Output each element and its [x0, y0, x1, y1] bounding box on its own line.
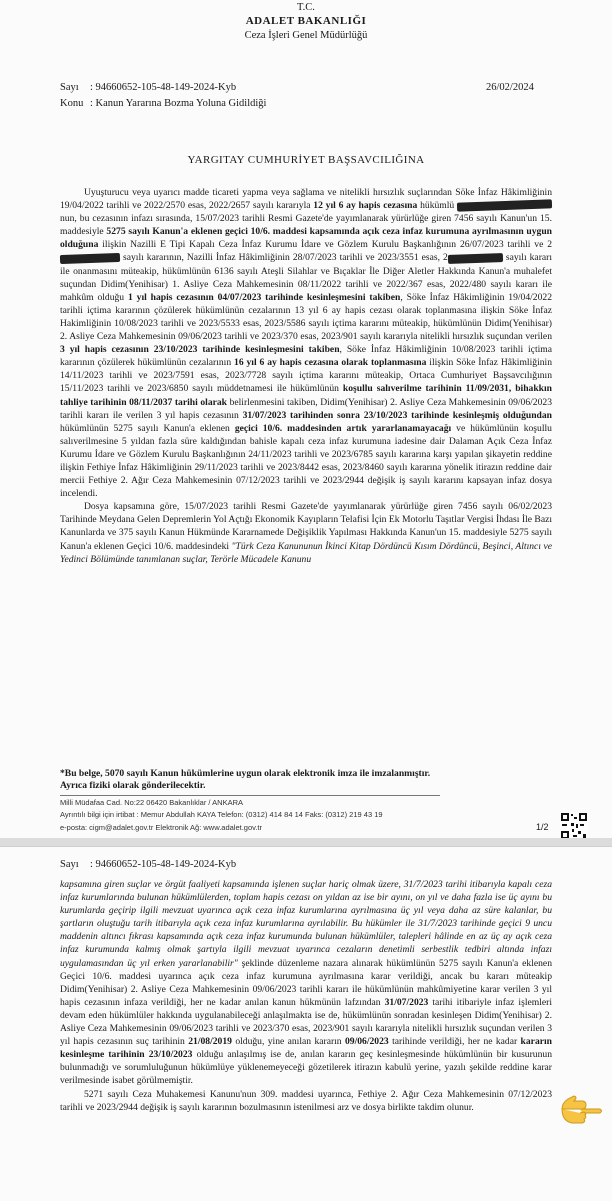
text-run: tarihinde verildiği, her ne kadar — [388, 1036, 521, 1048]
paragraph — [60, 186, 552, 500]
redaction-mark — [60, 253, 120, 264]
emphasized-text: 1 yıl hapis cezasının 04/07/2023 tarihinde kesinleşmesini takiben — [127, 291, 401, 303]
sayi-label: Sayı — [60, 82, 79, 93]
text-run: hükümlünün 5275 sayılı Kanun'a eklenen — [60, 422, 235, 434]
text-run: hükümlü — [417, 200, 457, 212]
emphasized-text: 31/07/2023 — [384, 996, 429, 1008]
body-page-1 — [60, 186, 552, 566]
emphasized-text: 12 yıl 6 ay hapis cezasına — [313, 200, 418, 212]
paragraph — [60, 500, 552, 565]
text-run: , Söke İnfaz Hâkimliğinin 10/08/2023 tarihli içtima kararının çözülerek hükümlünün cezalarının — [60, 344, 552, 369]
qr-code-icon — [560, 812, 588, 840]
redaction-mark — [448, 253, 503, 264]
body-page-2 — [60, 878, 552, 1114]
text-run: şeklinde düzenleme nazara alınarak hükümlünün 5275 sayılı Kanun'a eklenen Geçici 10/6. maddesi uyarınca açık ceza infaz kurumuna ayrılmasına karar verildiği, ancak bu kararı müteakip Didim(Yenihisar) 2. Asliye Ceza Mahkemesinin 09/06/2023 tarihli kararı ile hükümlünün mahkûmiyetine karar verilen 3 yıl hapis cezasının infaza verildiği, her ne kadar anılan kanun hükmünün lafzından — [60, 957, 552, 1008]
text-run: Dosya kapsamına göre, 15/07/2023 tarihli Resmi Gazete'de yayımlanarak yürürlüğe giren 7456 sayılı 06/02/2023 Tarihinde Meydana Gelen Depremlerin Yol Açtığı Ekonomik Kayıpların Telafisi İçin Ek Motorlu Taşıtlar Vergisi İhdası İle Bazı Kanunlarda ve 375 sayılı Kanun Hükmünde Kararnamede Değişiklik Yapılması Hakkında Kanun'un 15. maddesiyle 5275 sayılı Kanun'a eklenen Geçici 10/6. maddesindeki — [60, 501, 552, 552]
document-page-2 — [0, 846, 612, 1201]
header-ministry: ADALET BAKANLIĞI — [245, 15, 367, 27]
konu-label: Konu — [60, 98, 84, 109]
text-run: sayılı kararının, Nazilli İnfaz Hâkimliğinin 28/07/2023 tarihli ve 2023/3551 esas, 2 — [120, 252, 448, 264]
emphasized-text: 3 yıl hapis cezasının 23/10/2023 tarihinde kesinleşmesini takiben — [60, 344, 340, 356]
text-run: olduğu, yine anılan kararın — [231, 1036, 345, 1048]
paragraph — [60, 1088, 552, 1114]
text-run: kapsamına giren suçlar ve örgüt faaliyeti kapsamında işlenen suçlar hariç olmak üzere, 31/7/2023 tarihi itibarıyla kapalı ceza infaz kurumlarında bulunan hükümlülerden, toplam hapis cezası on yıldan az ise bir ayını, on yıl ve daha fazla ise üç ayını bu kurumlarda geçirip ilgili mevzuat uyarınca açık ceza infaz kurumlarına ayrılmasına üç yıl veya daha az süre kalanlar, bu şartların oluştuğu tarih itibarıyla açık ceza infaz kurumlarına ayrılabilir. Bu hükümler ile 31/7/2023 tarihinde geçici 9 uncu maddenin altıncı fıkrası kapsamında açık ceza infaz kurumunda bulunan hükümlüler, talepleri hâlinde en az üç ay açık ceza infaz kurumunda kalmış olmak şartıyla ilgili mevzuat uyarınca cezaların denetimli serbestlik tedbiri altında infazı uygulamasından üç yıl erken yararlanabilir" — [60, 879, 552, 969]
text-run: tarihi itibariyle infaz işlemleri devam eden hükümlüler hakkında uygulanabileceği anlaşılmakta ise de, hükümlünün sonradan kesinleşen Didim(Yenihisar) 2. Asliye Ceza Mahkemesinin 09/06/2023 tarihli ve 2023/370 esas, 2023/901 sayılı kararıyla nitelikli hırsızlık suçundan verilen 3 yıl hapis cezasının suç tarihinin — [60, 996, 553, 1048]
header-tc: T.C. — [297, 2, 315, 13]
emphasized-text: kararın kesinleşme tarihinin 23/10/2023 — [60, 1036, 552, 1061]
redaction-mark — [457, 200, 552, 212]
text-run: 5271 sayılı Ceza Muhakemesi Kanunu'nun 309. maddesi uyarınca, Fethiye 2. Ağır Ceza Mahkemesinin 07/12/2023 tarihli ve 2023/2944 değişik iş sayılı kararının bozulmasının istenilmesi arz ve dosya birlikte takdim olunur. — [60, 1088, 552, 1113]
text-run: ve hükümlünün koşullu salıverilmesine 5 yıldan fazla süre kaldığından bahisle kapalı ceza infaz kurumuna iadesine dair Dalaman Açık Ceza İnfaz Kurumu İdare ve Gözlem Kurulu Başkanlığının 24/11/2023 tarihli ve 2023/6785 sayılı kararına karşı yapılan şikayetin reddine ilişkin Fethiye İnfaz Hâkimliğinin 29/11/2023 tarihli ve 2023/8442 esas, 2023/8460 sayılı kararına yönelik itirazın reddine dair mercii Fethiye 2. Ağır Ceza Mahkemesinin 07/12/2023 tarihli ve 2023/2944 değişik iş sayılı kararını kapsayan infaz dosya incelendi. — [60, 422, 552, 500]
pointing-hand-icon — [560, 1095, 604, 1129]
sayi-value: : 94660652-105-48-149-2024-Kyb — [90, 82, 237, 93]
e-signature-note — [60, 768, 560, 792]
emphasized-text: 21/08/2019 — [188, 1036, 232, 1048]
page-number: 1/2 — [536, 822, 549, 832]
text-run: nun, bu cezasının infazı sırasında, 15/07/2023 tarihli Resmi Gazete'de yayımlanarak yürürlüğe giren 7456 sayılı Kanun'un 15. maddesiyle — [60, 213, 552, 238]
footer-divider — [60, 795, 440, 796]
footer-email: e-posta: cigm@adalet.gov.tr Elektronik Ağ: www.adalet.gov.tr — [60, 823, 263, 832]
paragraph — [60, 878, 552, 1088]
text-run: ilişkin Nazilli E Tipi Kapalı Ceza İnfaz Kurumu İdare ve Gözlem Kurulu Başkanlığının 26/07/2023 tarihli ve 2 — [98, 239, 552, 251]
emphasized-text: 5275 sayılı Kanun'a eklenen geçici 10/6. maddesi kapsamında açık ceza infaz kurumuna ayrılmasının uygun olduğuna — [60, 226, 553, 251]
note-line: Ayrıca fiziki olarak gönderilecektir. — [60, 780, 206, 791]
text-run: ilişkin Söke İnfaz Hâkimliğinin 14/11/2023 tarihli ve 2023/7591 esas, 2023/7728 sayılı içtima kararını müteakip, Ortaca Cumhuriyet Başsavcılığının 15/11/2023 tarihli ve 2023/6850 sayılı müddetnamesi ile hükümlünün — [60, 357, 552, 395]
emphasized-text: koşullu salıverilme tarihinin 11/09/2031, bihakkın tahliye tarihinin 08/11/2037 tarihi olarak — [60, 383, 552, 408]
konu-value: : Kanun Yararına Bozma Yoluna Gidildiği — [90, 98, 267, 109]
text-run: "Türk Ceza Kanununun İkinci Kitap Dördüncü Kısım Dördüncü, Beşinci, Altıncı ve Yedinci Bölümünde tanımlanan suçlar, Terörle Mücadele Kanunu — [60, 540, 552, 565]
emphasized-text: 09/06/2023 — [344, 1036, 389, 1048]
header-directorate: Ceza İşleri Genel Müdürlüğü — [244, 30, 368, 41]
sayi-value-page-2: : 94660652-105-48-149-2024-Kyb — [90, 859, 237, 870]
sayi-label-page-2: Sayı — [60, 859, 79, 870]
note-line: *Bu belge, 5070 sayılı Kanun hükümlerine uygun olarak elektronik imza ile imzalanmıştır. — [60, 768, 431, 779]
addressee-title: YARGITAY CUMHURİYET BAŞSAVCILIĞINA — [187, 154, 425, 166]
document-date: 26/02/2024 — [486, 82, 534, 93]
footer-contact: Ayrıntılı bilgi için irtibat : Memur Abdullah KAYA Telefon: (0312) 414 84 14 Faks: (0312) 219 43 19 — [60, 810, 383, 819]
emphasized-text: geçici 10/6. maddesinden artık yararlanamayacağı — [234, 422, 452, 434]
page-separator — [0, 838, 612, 846]
text-run: Uyuşturucu veya uyarıcı madde ticareti yapma veya sağlama ve nitelikli hırsızlık suçlarından Söke İnfaz Hâkimliğinin 19/04/2022 tarihli ve 2022/2570 esas, 2022/2657 sayılı kararıyla — [60, 187, 552, 212]
footer-address: Milli Müdafaa Cad. No:22 06420 Bakanlıklar / ANKARA — [60, 798, 244, 807]
text-run: belirlenmesini takiben, Didim(Yenihisar) 2. Asliye Ceza Mahkemesinin 09/06/2023 tarihli kararı ile verilen 3 yıl hapis cezasının — [60, 396, 552, 421]
emphasized-text: 31/07/2023 tarihinden sonra 23/10/2023 tarihinde kesinleşmiş olduğundan — [242, 409, 553, 421]
text-run: , Söke İnfaz Hâkimliğinin 19/04/2022 tarihli içtima kararının çözülerek hükümlünün cezalarının 13 yıl 6 ay hapis cezası olarak toplanmasına ilişkin Söke İnfaz Hakimliğinin 10/08/2023 tarihli ve 2023/5533 esas, 2023/5586 sayılı içtima kararını müteakip, hükümlünün Didim(Yenihisar) 2. Asliye Ceza Mahkemesinin 09/06/2023 tarihli ve 2023/370 esas, 2023/901 sayılı kararıyla nitelikli hırsızlık suçundan verilen — [60, 291, 552, 343]
text-run: olduğu anlaşılmış ise de, anılan kararın geç kesinleşmesinde hükümlünün bir kusurunun bulunmadığı ve sorumluluğunun hükümlüye yüklenemeyeceği gözetilerek itirazın kabulü yerine, yazılı şekilde reddine karar verilmesinde isabet görülmemiştir. — [60, 1049, 552, 1087]
emphasized-text: 16 yıl 6 ay hapis cezasına olarak toplanmasına — [234, 357, 427, 369]
text-run: sayılı kararı ile onanmasını müteakip, hükümlünün 6136 sayılı Ateşli Silahlar ve Bıçaklar İle Diğer Aletler Hakkında Kanun'a muhalefet suçundan Didim(Yenihisar) 1. Asliye Ceza Mahkemesinin 08/11/2022 tarihli ve 2022/367 esas, 2022/480 sayılı kararı ile mahkûm olduğu — [60, 252, 553, 303]
